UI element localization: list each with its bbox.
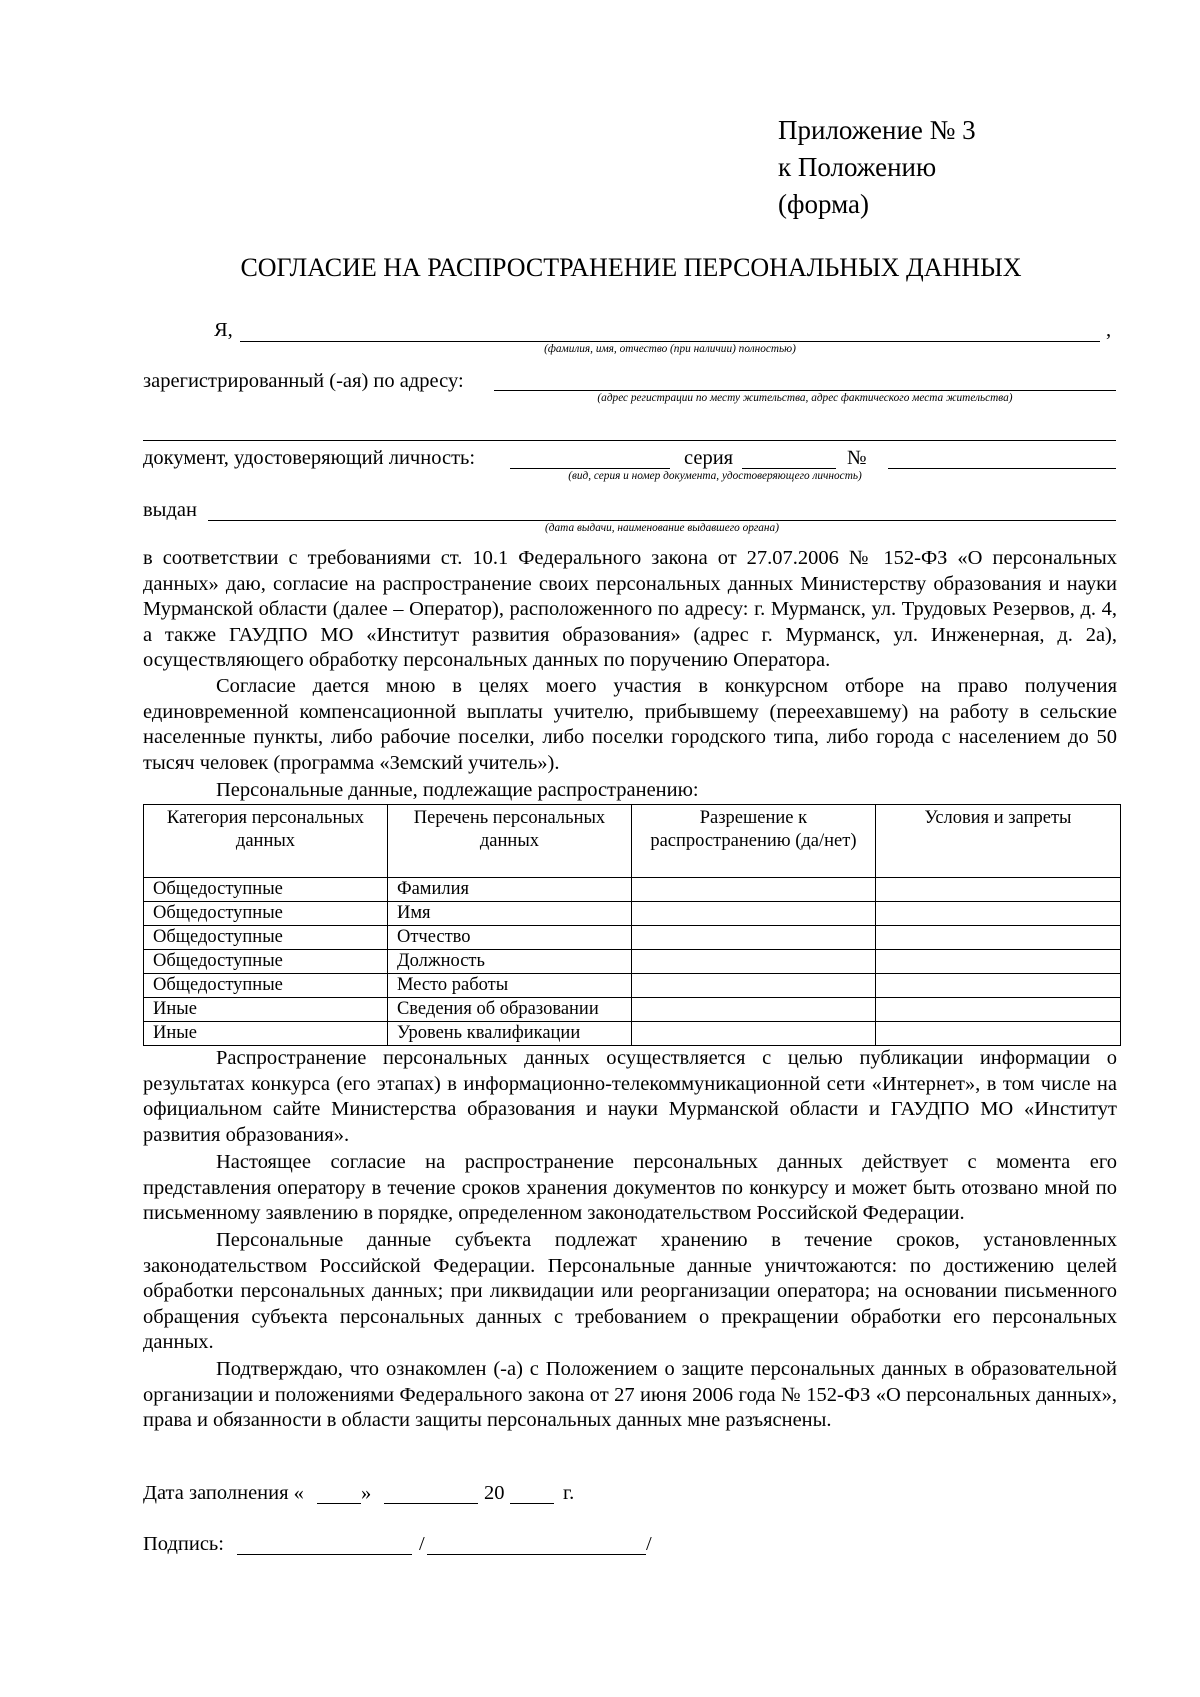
- address-field[interactable]: [494, 390, 1116, 391]
- issued-label: выдан: [143, 499, 197, 521]
- distribution-purpose-paragraph: Распространение персональных данных осуществляется с целью публикации информации о результатах конкурса (его этапах) в информационно-телекоммуникационной сети «Интернет», в том числе на официальном сайте Министерства образования и науки Мурманской области и ГАУДПО МО «Институт развития образования».: [143, 1047, 1117, 1146]
- cell-permission[interactable]: [631, 902, 875, 926]
- table-row: [144, 974, 1121, 998]
- cell-conditions[interactable]: [875, 1022, 1120, 1046]
- i-label: Я,: [214, 319, 233, 341]
- cell-item: Сведения об образовании: [387, 998, 631, 1022]
- date-month-field[interactable]: [384, 1503, 478, 1504]
- address-label: зарегистрированный (-ая) по адресу:: [143, 370, 464, 392]
- cell-conditions[interactable]: [875, 950, 1120, 974]
- cell-conditions[interactable]: [875, 998, 1120, 1022]
- cell-category: Общедоступные: [144, 974, 388, 998]
- signature-slash-left: /: [419, 1533, 425, 1555]
- cell-item: Отчество: [387, 926, 631, 950]
- table-caption: Персональные данные, подлежащие распространению:: [216, 779, 699, 801]
- date-day-field[interactable]: [317, 1503, 361, 1504]
- cell-item: Место работы: [387, 974, 631, 998]
- number-label: №: [847, 447, 867, 469]
- appendix-form-note: (форма): [778, 189, 869, 219]
- header-category: Категория персональных данных: [144, 805, 388, 878]
- cell-conditions[interactable]: [875, 974, 1120, 998]
- cell-permission[interactable]: [631, 926, 875, 950]
- number-field[interactable]: [888, 468, 1116, 469]
- consent-paragraph-1: в соответствии с требованиями ст. 10.1 Федерального закона от 27.07.2006 № 152-ФЗ «О персональных данных» даю, согласие на распространение своих персональных данных Министерству образования и науки Мурманской области (далее – Оператор), расположенного по адресу: г. Мурманск, ул. Трудовых Резервов, д. 4, а также ГАУДПО МО «Институт развития образования» (адрес г. Мурманск, ул. Инженерная, д. 2а), осуществляющего обработку персональных данных по поручению Оператора.: [143, 547, 1117, 672]
- document-type-field[interactable]: [510, 468, 670, 469]
- signature-field[interactable]: [237, 1554, 412, 1555]
- cell-item: Фамилия: [387, 878, 631, 902]
- signature-name-field[interactable]: [427, 1554, 646, 1555]
- cell-item: Должность: [387, 950, 631, 974]
- header-list: Перечень персональных данных: [387, 805, 631, 878]
- full-name-hint: (фамилия, имя, отчество (при наличии) полностью): [544, 343, 796, 355]
- series-field[interactable]: [742, 468, 836, 469]
- personal-data-table: [143, 804, 1121, 1046]
- header-conditions: Условия и запреты: [875, 805, 1120, 878]
- issued-field[interactable]: [208, 520, 1116, 521]
- cell-category: Общедоступные: [144, 926, 388, 950]
- confirmation-paragraph: Подтверждаю, что ознакомлен (-а) с Положением о защите персональных данных в образовательной организации и положениями Федерального закона от 27 июня 2006 года № 152-ФЗ «О персональных данных», права и обязанности в области защиты персональных данных мне разъяснены.: [143, 1358, 1117, 1432]
- cell-item: Имя: [387, 902, 631, 926]
- date-label: Дата заполнения «: [143, 1482, 304, 1504]
- cell-conditions[interactable]: [875, 926, 1120, 950]
- document-label: документ, удостоверяющий личность:: [143, 447, 476, 469]
- date-year-field[interactable]: [510, 1503, 554, 1504]
- cell-category: Общедоступные: [144, 902, 388, 926]
- full-name-field[interactable]: [240, 341, 1100, 342]
- appendix-block: [778, 112, 976, 223]
- table-row: [144, 998, 1121, 1022]
- cell-conditions[interactable]: [875, 902, 1120, 926]
- cell-category: Иные: [144, 998, 388, 1022]
- document-title: СОГЛАСИЕ НА РАСПРОСТРАНЕНИЕ ПЕРСОНАЛЬНЫХ ДАННЫХ: [240, 253, 1022, 282]
- cell-permission[interactable]: [631, 878, 875, 902]
- cell-category: Иные: [144, 1022, 388, 1046]
- series-label: серия: [684, 447, 734, 469]
- table-row: [144, 902, 1121, 926]
- signature-slash-right: /: [646, 1533, 652, 1555]
- cell-item: Уровень квалификации: [387, 1022, 631, 1046]
- header-permission: Разрешение к распространению (да/нет): [631, 805, 875, 878]
- address-field-line2[interactable]: [143, 440, 1116, 441]
- table-header-row: [144, 805, 1121, 878]
- year-suffix: г.: [563, 1482, 575, 1504]
- table-row: [144, 950, 1121, 974]
- date-close-quote: »: [361, 1482, 372, 1504]
- appendix-reference: к Положению: [778, 152, 937, 182]
- storage-paragraph: Персональные данные субъекта подлежат хранению в течение сроков, установленных законодательством Российской Федерации. Персональные данные уничтожаются: по достижению целей обработки персональных данных; при ликвидации или реорганизации оператора; на основании письменного обращения субъекта персональных данных с требованием о прекращении обработки его персональных данных.: [143, 1229, 1117, 1354]
- cell-category: Общедоступные: [144, 950, 388, 974]
- table-row: [144, 926, 1121, 950]
- cell-permission[interactable]: [631, 950, 875, 974]
- issued-hint: (дата выдачи, наименование выдавшего органа): [545, 522, 779, 534]
- validity-paragraph: Настоящее согласие на распространение персональных данных действует с момента его представления оператору в течение сроков хранения документов по конкурсу и может быть отозвано мной по письменному заявлению в порядке, определенном законодательством Российской Федерации.: [143, 1151, 1117, 1225]
- cell-conditions[interactable]: [875, 878, 1120, 902]
- year-prefix: 20: [484, 1482, 505, 1504]
- appendix-number: Приложение № 3: [778, 115, 976, 145]
- document-hint: (вид, серия и номер документа, удостоверяющего личность): [568, 470, 862, 482]
- cell-permission[interactable]: [631, 974, 875, 998]
- i-comma: ,: [1106, 319, 1112, 341]
- signature-label: Подпись:: [143, 1533, 224, 1555]
- cell-permission[interactable]: [631, 1022, 875, 1046]
- address-hint: (адрес регистрации по месту жительства, адрес фактического места жительства): [597, 392, 1013, 404]
- cell-category: Общедоступные: [144, 878, 388, 902]
- consent-paragraph-2: Согласие дается мною в целях моего участия в конкурсном отборе на право получения единовременной компенсационной выплаты учителю, прибывшему (переехавшему) на работу в сельские населенные пункты, либо рабочие поселки, либо поселки городского типа, либо города с населением до 50 тысяч человек (программа «Земский учитель»).: [143, 675, 1117, 774]
- table-row: [144, 878, 1121, 902]
- table-row: [144, 1022, 1121, 1046]
- cell-permission[interactable]: [631, 998, 875, 1022]
